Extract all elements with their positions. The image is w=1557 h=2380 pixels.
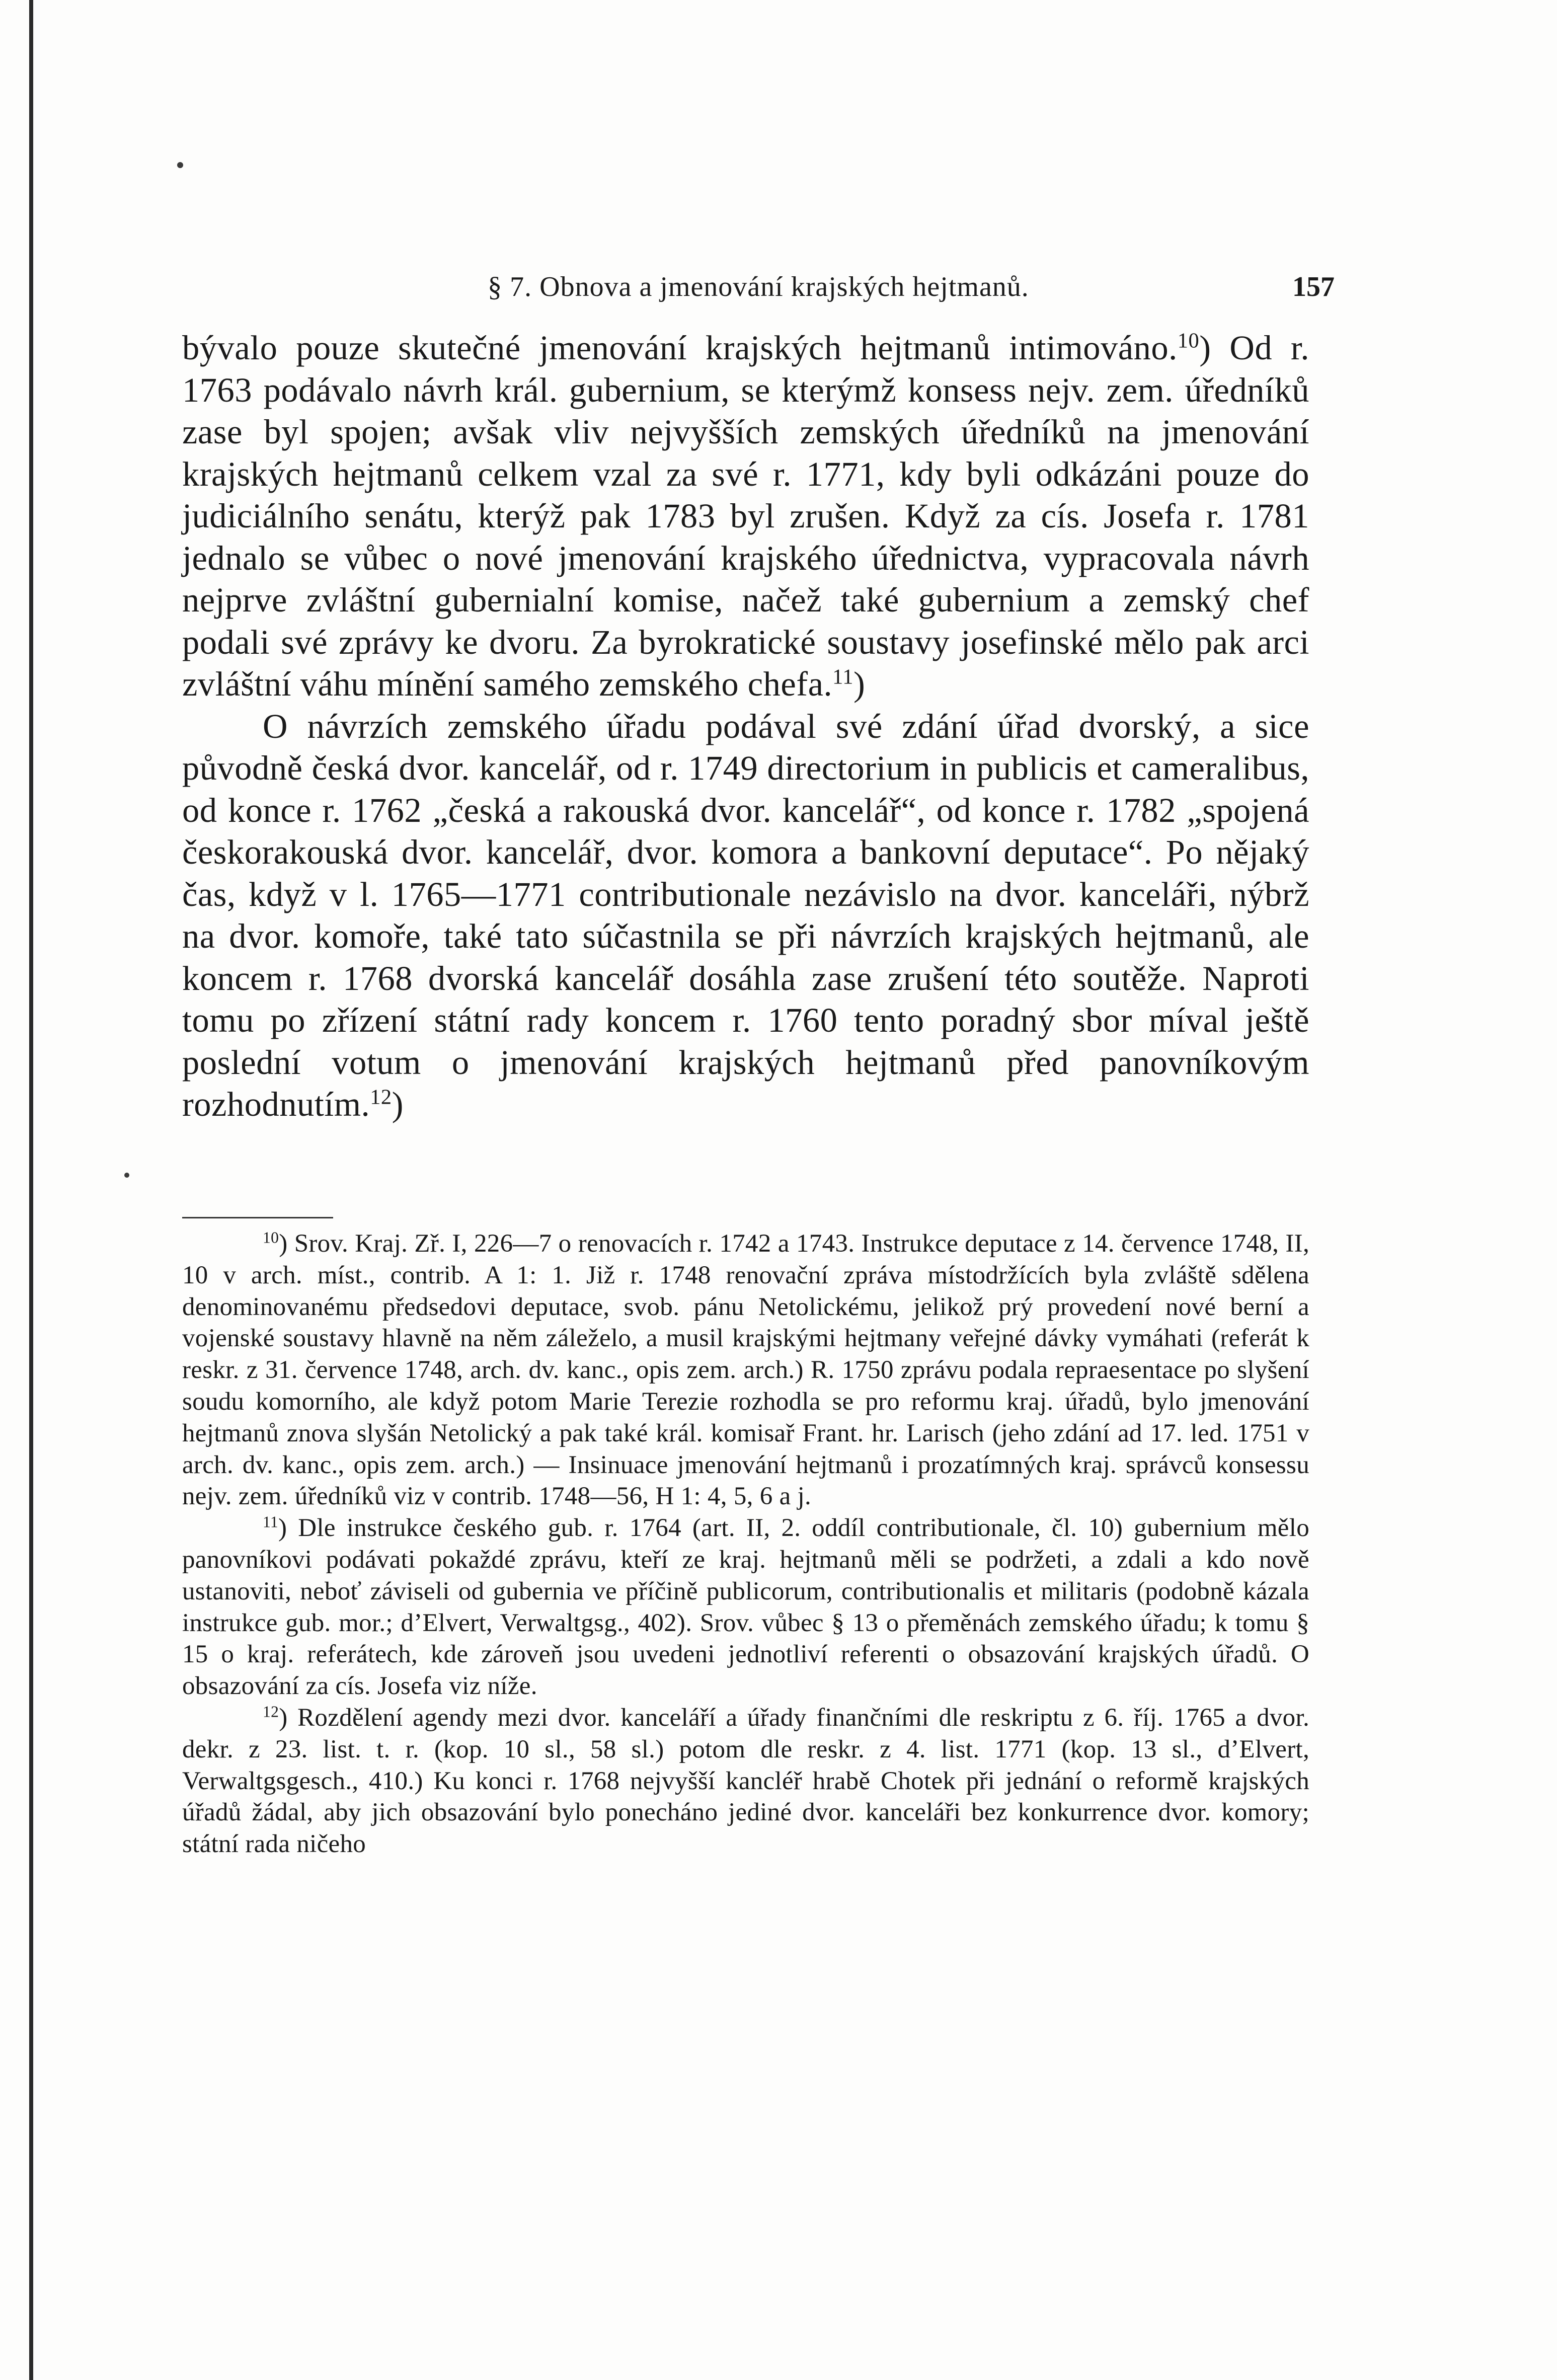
footnote-12-text: ) Rozdělení agendy mezi dvor. kanceláří a úřady finančními dle reskriptu z 6. říj. 1765 a dvor. dekr. z 23. list. t. r. (kop. 10 sl., 58 sl.) potom dle reskr. z 4. list. 1771 (kop. 13 sl., d’Elvert, Verwaltgsgesch., 410.) Ku konci r. 1768 nejvyšší kancléř hrabě Chotek při jednání o reformě krajských úřadů žádal, aby jich obsazování bylo ponecháno jediné dvor. kanceláři bez konkurrence dvor. komory; státní rada ničeho: [182, 1703, 1309, 1859]
footnote-10: [182, 1228, 1309, 1512]
footnote-10-mark: 10: [263, 1229, 279, 1247]
footnote-11-text: ) Dle instrukce českého gub. r. 1764 (art. II, 2. oddíl contributionale, čl. 10) gubernium mělo panovníkovi podávati pokaždé zprávu, kteří ze kraj. hejtmanů měli se podržeti, a zdali a kdo nově ustanoviti, neboť záviseli od gubernia ve příčině publicorum, contributionalis et militaris (podobně kázala instrukce gub. mor.; d’Elvert, Verwaltgsg., 402). Srov. vůbec § 13 o přeměnách zemského úřadu; k tomu § 15 o kraj. referátech, kde zároveň jsou uvedeni jednotliví referenti o obsazování krajských úřadů. O obsazování za cís. Josefa viz níže.: [182, 1514, 1309, 1701]
footnote-12: [182, 1702, 1309, 1860]
paragraph-2-text-b: ): [392, 1085, 404, 1123]
running-head-title: § 7. Obnova a jmenování krajských hejtmanů.: [488, 271, 1029, 302]
footnote-ref-12: 12: [370, 1085, 392, 1109]
paragraph-1-text-b: ) Od r. 1763 podávalo návrh král. gubernium, se kterýmž konsess nejv. zem. úředníků zase byl spojen; avšak vliv nejvyšších zemských úředníků na jmenování krajských hejtmanů celkem vzal za své r. 1771, kdy byli odkázáni pouze do judiciálního senátu, kterýž pak 1783 byl zrušen. Když za cís. Josefa r. 1781 jednalo se vůbec o nové jmenování krajského úřednictva, vypracovala návrh nejprve zvláštní gubernialní komise, načež také gubernium a zemský chef podali své zprávy ke dvoru. Za byrokratické soustavy josefinské mělo pak arci zvláštní váhu mínění samého zemského chefa.: [182, 329, 1309, 703]
footnote-11-mark: 11: [263, 1513, 279, 1531]
running-head: [182, 267, 1335, 307]
paragraph-2: [182, 706, 1309, 1126]
ink-speck: [124, 1173, 129, 1178]
page-number: 157: [1292, 271, 1335, 302]
paragraph-1: [182, 327, 1309, 706]
footnote-12-mark: 12: [263, 1703, 279, 1721]
footnote-11: [182, 1512, 1309, 1702]
footnote-ref-11: 11: [832, 665, 854, 689]
paragraph-1-text-c: ): [853, 665, 866, 703]
footnote-10-text: ) Srov. Kraj. Zř. I, 226—7 o renovacích r. 1742 a 1743. Instrukce deputace z 14. července 1748, II, 10 v arch. míst., contrib. A 1: 1. Již r. 1748 renovační zpráva místodržících byla zvláště sdělena denominovanému předsedovi deputace, svob. pánu Netolickému, jelikož prý provedení nové berní a vojenské soustavy hlavně na něm záleželo, a musil krajskými hejtmany veřejné dávky vymáhati (referát k reskr. z 31. července 1748, arch. dv. kanc., opis zem. arch.) R. 1750 zprávu podala repraesentace po slyšení soudu komorního, ale když potom Marie Terezie rozhodla se pro reformu kraj. úřadů, bylo jmenování hejtmanů znova slyšán Netolický a pak také král. komisař Frant. hr. Larisch (jeho zdání ad 17. led. 1751 v arch. dv. kanc., opis zem. arch.) — Insinuace jmenování hejtmanů i prozatímných kraj. správců konsessu nejv. zem. úředníků viz v contrib. 1748—56, H 1: 4, 5, 6 a j.: [182, 1230, 1309, 1511]
footnotes: [182, 1228, 1309, 1860]
footnote-ref-10: 10: [1177, 329, 1200, 353]
scan-edge-line: [29, 0, 33, 2380]
main-text: [182, 327, 1309, 1126]
paragraph-2-text-a: O návrzích zemského úřadu podával své zdání úřad dvorský, a sice původně česká dvor. kancelář, od r. 1749 directorium in publicis et cameralibus, od konce r. 1762 „česká a rakouská dvor. kancelář“, od konce r. 1782 „spojená českorakouská dvor. kancelář, dvor. komora a bankovní deputace“. Po nějaký čas, když v l. 1765—1771 contributionale nezávislo na dvor. kanceláři, nýbrž na dvor. komoře, také tato súčastnila se při návrzích krajských hejtmanů, ale koncem r. 1768 dvorská kancelář dosáhla zase zrušení této soutěže. Naproti tomu po zřízení státní rady koncem r. 1760 tento poradný sbor míval ještě poslední votum o jmenování krajských hejtmanů před panovníkovým rozhodnutím.: [182, 707, 1309, 1123]
footnote-separator: [182, 1217, 333, 1218]
ink-speck: [177, 162, 183, 168]
paragraph-1-text-a: bývalo pouze skutečné jmenování krajských hejtmanů intimováno.: [182, 329, 1178, 367]
